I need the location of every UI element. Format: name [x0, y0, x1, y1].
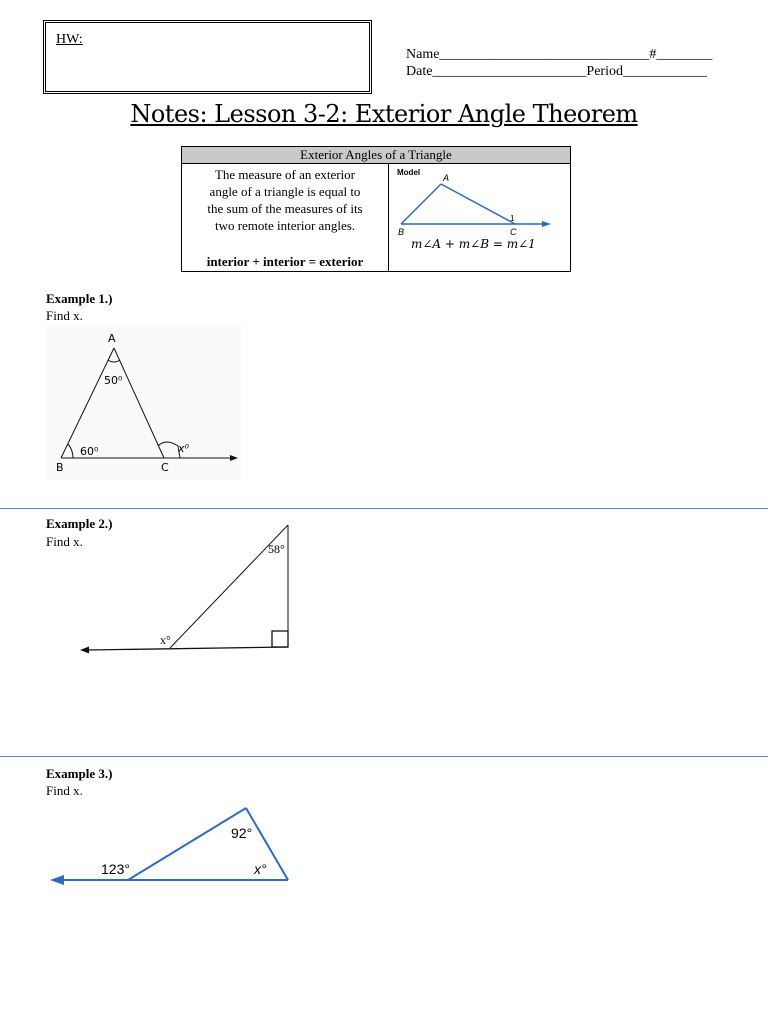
model-arrowhead	[542, 221, 551, 227]
theorem-line: the sum of the measures of its	[207, 201, 363, 216]
example-3-diagram	[44, 800, 298, 890]
example-3-prompt: Find x.	[46, 783, 83, 798]
theorem-description	[182, 166, 388, 234]
page-title: Notes: Lesson 3-2: Exterior Angle Theorem	[130, 100, 638, 128]
diagram-background	[46, 324, 241, 480]
model-vertex-b: B	[398, 227, 405, 237]
model-diagram	[389, 164, 571, 271]
angle-x-label: x°	[254, 861, 267, 877]
model-vertex-a: A	[443, 173, 450, 183]
vertex-b-label: B	[56, 461, 64, 474]
theorem-line: angle of a triangle is equal to	[209, 184, 361, 199]
section-separator	[0, 756, 768, 757]
exterior-angle-label: 123°	[101, 861, 130, 877]
example-1-title: Example 1.)	[46, 291, 113, 306]
theorem-summary: interior + interior = exterior	[206, 254, 364, 269]
angle-x-label: x⁰	[178, 442, 189, 455]
theorem-line: two remote interior angles.	[214, 218, 356, 233]
right-angle-marker	[272, 631, 288, 647]
example-2-prompt: Find x.	[46, 534, 83, 549]
date-period-line: Date______________________Period____________	[406, 64, 707, 79]
example-3-title: Example 3.)	[46, 766, 113, 781]
example-1-prompt: Find x.	[46, 308, 83, 323]
model-label: Model	[397, 168, 421, 177]
model-vertex-c: C	[510, 227, 517, 237]
vertex-a-label: A	[108, 332, 116, 345]
extended-base	[88, 647, 288, 650]
theorem-box	[181, 146, 571, 272]
model-formula: m∠A + m∠B = m∠1	[411, 237, 536, 251]
theorem-line: The measure of an exterior	[214, 167, 356, 182]
top-angle-label: 58°	[268, 542, 285, 556]
base-arrowhead	[50, 875, 64, 885]
left-side	[128, 808, 246, 880]
section-separator	[0, 508, 768, 509]
top-angle-label: 92°	[231, 825, 253, 841]
example-2-diagram	[76, 520, 296, 660]
model-side-ba	[401, 184, 441, 224]
example-2-title: Example 2.)	[46, 516, 113, 531]
angle-a-label: 50⁰	[104, 374, 123, 387]
theorem-header: Exterior Angles of a Triangle	[182, 147, 570, 164]
vertex-c-label: C	[161, 461, 169, 474]
hw-box	[43, 20, 372, 94]
angle-b-label: 60⁰	[80, 445, 99, 458]
hw-label: HW:	[56, 32, 83, 47]
right-side	[246, 808, 288, 880]
example-1-diagram	[46, 324, 241, 480]
model-side-ac	[441, 184, 515, 224]
angle-x-label: x°	[160, 633, 171, 647]
base-arrowhead	[80, 647, 89, 654]
name-field-line: Name______________________________#________	[406, 47, 713, 62]
model-angle-one: 1	[510, 214, 515, 223]
